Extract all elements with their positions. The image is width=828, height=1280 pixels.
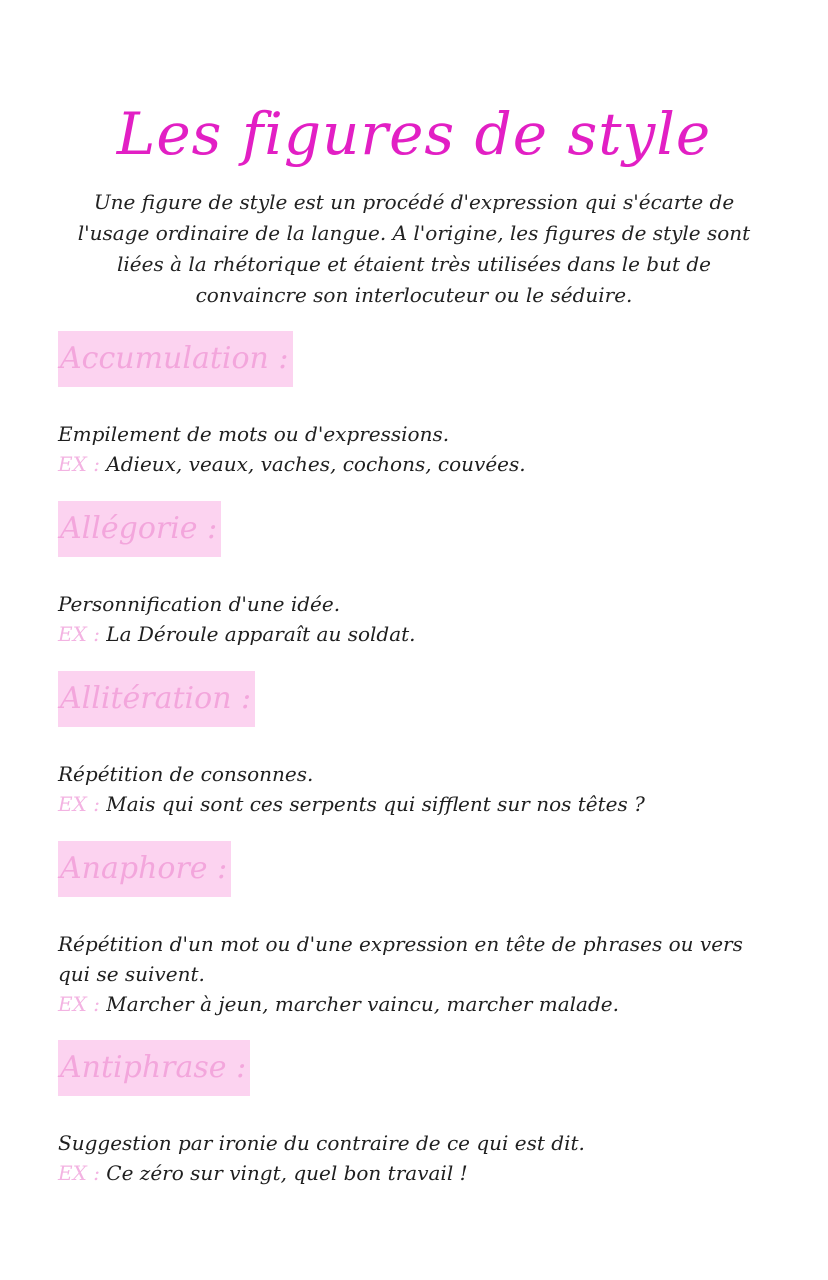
example-label: EX : (58, 992, 100, 1016)
example-label: EX : (58, 622, 100, 646)
figure-definition: Personnification d'une idée. (58, 592, 341, 616)
figure-heading: Allitération : (58, 671, 255, 727)
figure-example (58, 449, 778, 479)
figure-alliteration (58, 671, 778, 819)
figure-allegorie (58, 501, 778, 649)
figure-example (58, 789, 778, 819)
page-title: Les figures de style (116, 100, 712, 168)
example-text: Ce zéro sur vingt, quel bon travail ! (106, 1161, 468, 1185)
example-label: EX : (58, 792, 100, 816)
figure-definition: Suggestion par ironie du contraire de ce qui est dit. (58, 1131, 585, 1155)
figure-heading: Anaphore : (58, 841, 231, 897)
example-text: Mais qui sont ces serpents qui sifflent sur nos têtes ? (106, 792, 645, 816)
figure-example (58, 989, 778, 1019)
figure-anaphore (58, 841, 778, 1019)
figure-definition: Répétition d'un mot ou d'une expression en tête de phrases ou vers qui se suivent. (58, 932, 743, 986)
example-text: La Déroule apparaît au soldat. (106, 622, 416, 646)
figure-accumulation (58, 331, 778, 479)
example-label: EX : (58, 1161, 100, 1185)
example-text: Marcher à jeun, marcher vaincu, marcher malade. (106, 992, 619, 1016)
example-text: Adieux, veaux, vaches, cochons, couvées. (106, 452, 526, 476)
figure-definition: Répétition de consonnes. (58, 762, 314, 786)
figure-heading: Allégorie : (58, 501, 221, 557)
figure-definition: Empilement de mots ou d'expressions. (58, 422, 450, 446)
example-label: EX : (58, 452, 100, 476)
figure-antiphrase (58, 1040, 778, 1188)
figure-heading: Accumulation : (58, 331, 293, 387)
figure-example (58, 1158, 778, 1188)
intro-paragraph: Une figure de style est un procédé d'expression qui s'écarte de l'usage ordinaire de la langue. A l'origine, les figures de style sont liées à la rhétorique et étaient très utilisées dans le but de convaincre son interlocuteur ou le séduire. (77, 190, 751, 307)
figure-heading: Antiphrase : (58, 1040, 250, 1096)
figure-example (58, 619, 778, 649)
